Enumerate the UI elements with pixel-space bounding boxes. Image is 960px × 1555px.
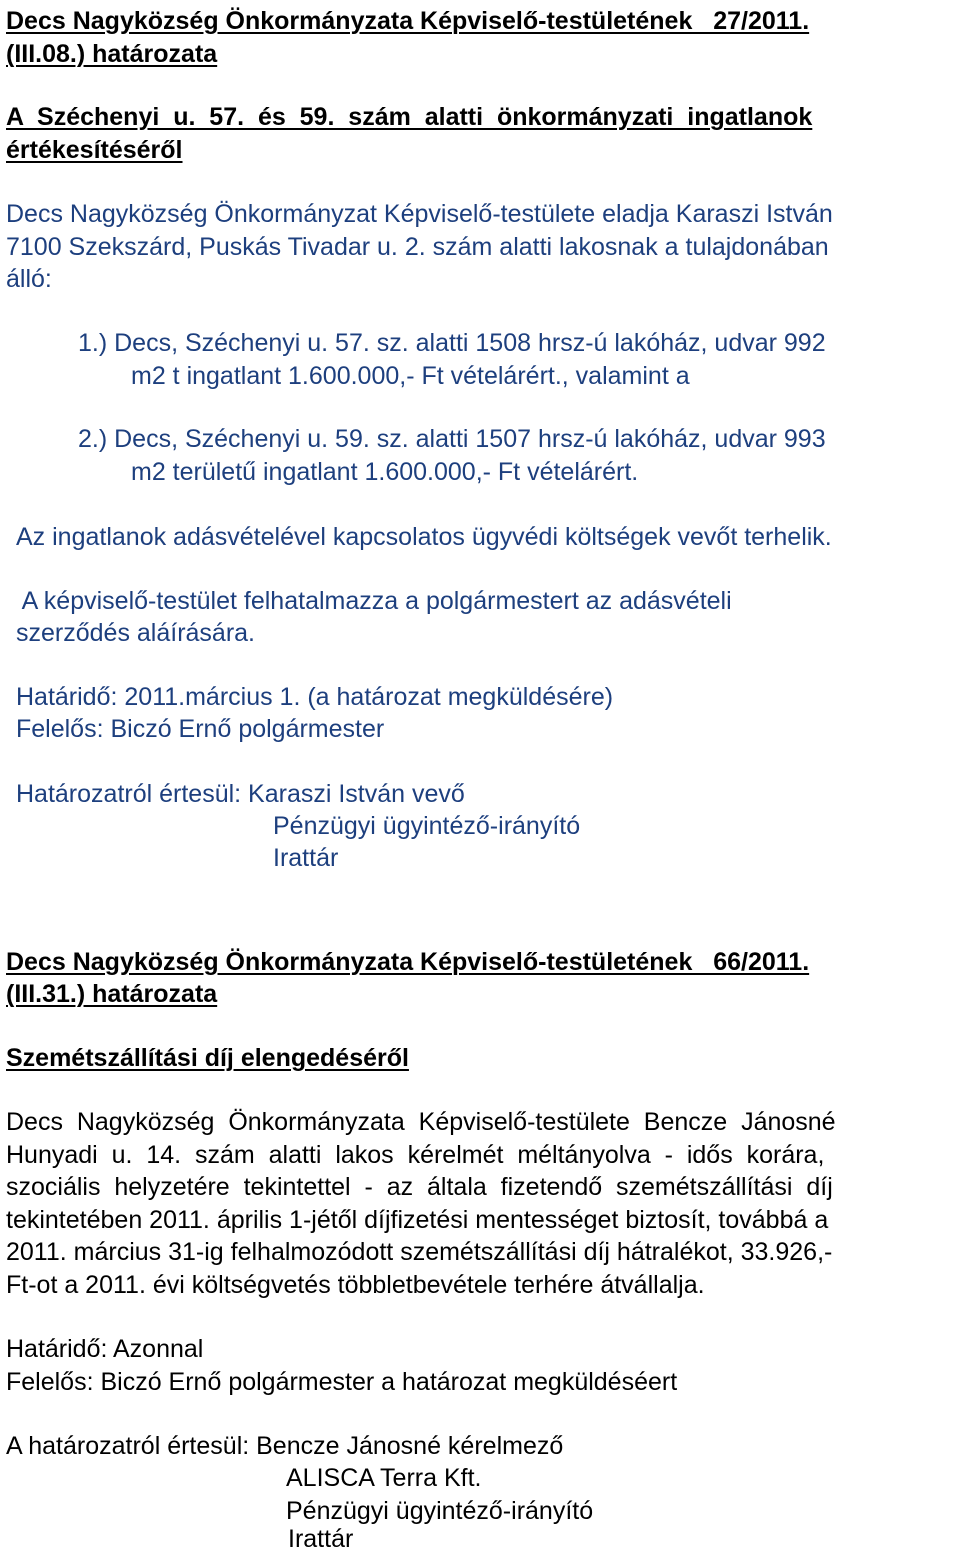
notified-archive: Irattár xyxy=(288,1525,354,1553)
intro-line3: álló: xyxy=(6,265,52,293)
body-line3: szociális helyzetére tekintettel - az általa fizetendő szemétszállítási díj xyxy=(6,1173,833,1201)
list-item-2-line2: m2 területű ingatlant 1.600.000,- Ft vételárért. xyxy=(131,458,639,486)
intro-line1: Decs Nagyközség Önkormányzat Képviselő-testülete eladja Karaszi István xyxy=(6,200,833,228)
body-line2: Hunyadi u. 14. szám alatti lakos kérelmét méltányolva - idős korára, xyxy=(6,1141,825,1169)
intro-line2: 7100 Szekszárd, Puskás Tivadar u. 2. szám alatti lakosnak a tulajdonában xyxy=(6,233,829,261)
notified-label: Határozatról értesül: Karaszi István vevő xyxy=(16,780,465,808)
resolution-heading-line2: (III.08.) határozata xyxy=(6,40,218,68)
list-item-2-line1: 2.) Decs, Széchenyi u. 59. sz. alatti 1507 hrsz-ú lakóház, udvar 993 xyxy=(78,425,826,453)
resolution-subject-line1: A Széchenyi u. 57. és 59. szám alatti önkormányzati ingatlanok xyxy=(6,103,813,131)
resolution-subject: Szemétszállítási díj elengedéséről xyxy=(6,1044,409,1072)
deadline: Határidő: Azonnal xyxy=(6,1335,204,1363)
authorize-line1: A képviselő-testület felhatalmazza a polgármestert az adásvételi xyxy=(16,587,732,615)
costs-sentence: Az ingatlanok adásvételével kapcsolatos ügyvédi költségek vevőt terhelik. xyxy=(16,523,832,551)
resolution-heading-line1: Decs Nagyközség Önkormányzata Képviselő-testületének 66/2011. xyxy=(6,948,810,976)
list-item-1-line2: m2 t ingatlant 1.600.000,- Ft vételárért., valamint a xyxy=(131,362,690,390)
authorize-line2: szerződés aláírására. xyxy=(16,619,256,647)
body-line1: Decs Nagyközség Önkormányzata Képviselő-testülete Bencze Jánosné xyxy=(6,1108,836,1136)
resolution-subject-line2: értékesítéséről xyxy=(6,136,183,164)
body-line5: 2011. március 31-ig felhalmozódott szemétszállítási díj hátralékot, 33.926,- xyxy=(6,1238,833,1266)
body-line6: Ft-ot a 2011. évi költségvetés többletbevétele terhére átvállalja. xyxy=(6,1271,705,1299)
body-line4: tekintetében 2011. április 1-jétől díjfizetési mentességet biztosít, továbbá a xyxy=(6,1206,829,1234)
responsible: Felelős: Biczó Ernő polgármester a határozat megküldéséert xyxy=(6,1368,678,1396)
list-item-1-line1: 1.) Decs, Széchenyi u. 57. sz. alatti 1508 hrsz-ú lakóház, udvar 992 xyxy=(78,329,826,357)
notified-finance-officer: Pénzügyi ügyintéző-irányító xyxy=(286,1497,594,1525)
resolution-heading-line2: (III.31.) határozata xyxy=(6,980,218,1008)
notified-label: A határozatról értesül: Bencze Jánosné kérelmező xyxy=(6,1432,564,1460)
notified-company: ALISCA Terra Kft. xyxy=(286,1464,482,1492)
deadline: Határidő: 2011.március 1. (a határozat megküldésére) xyxy=(16,683,614,711)
responsible: Felelős: Biczó Ernő polgármester xyxy=(16,715,385,743)
resolution-heading-line1: Decs Nagyközség Önkormányzata Képviselő-testületének 27/2011. xyxy=(6,7,810,35)
notified-finance-officer: Pénzügyi ügyintéző-irányító xyxy=(273,812,581,840)
notified-archive: Irattár xyxy=(273,844,339,872)
